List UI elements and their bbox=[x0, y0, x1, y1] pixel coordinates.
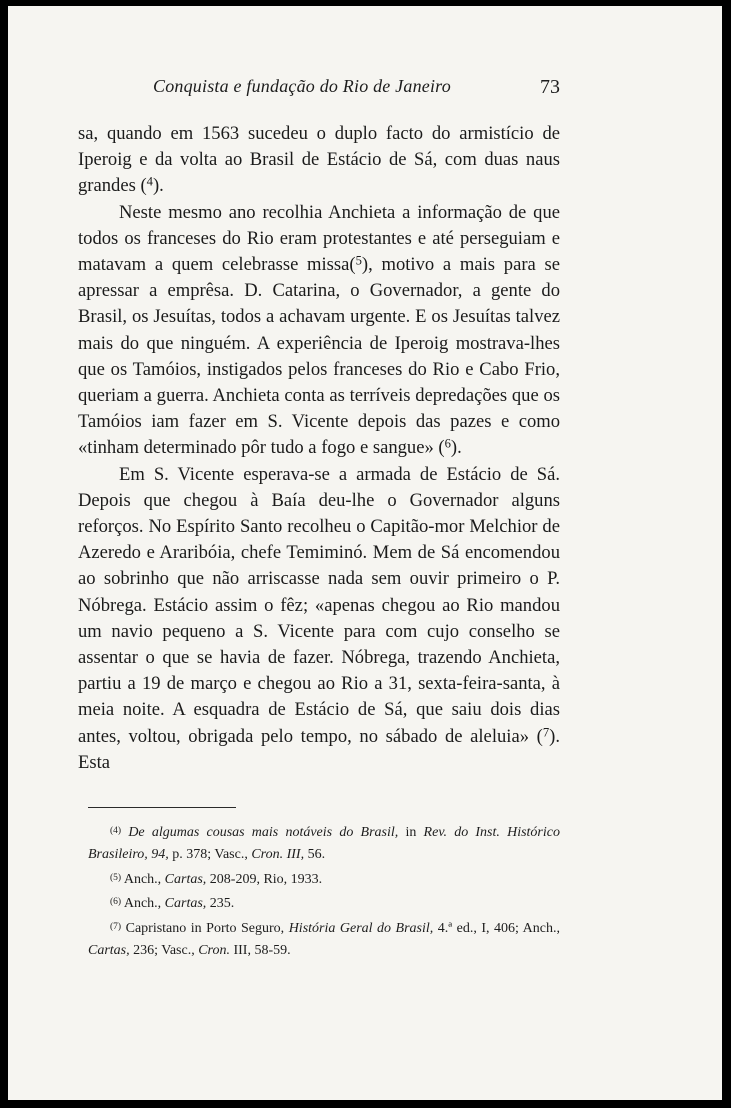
body-text bbox=[78, 121, 560, 776]
footnote-text: Anch., bbox=[121, 896, 165, 912]
footnote-4 bbox=[88, 820, 560, 867]
footnote-ref-4: 4 bbox=[146, 174, 153, 189]
footnote-italic: Cartas, bbox=[88, 942, 130, 958]
paragraph-3-text-a: Em S. Vicente esperava-se a armada de Estácio de Sá. Depois que chegou à Baía deu-lhe o Governador alguns reforços. No Espírito Santo recolheu o Capitão-mor Melchior de Azeredo e Araribóia, chefe Temiminó. Mem de Sá encomendou ao sobrinho que não arriscasse nada sem ouvir primeiro o P. Nóbrega. Estácio assim o fêz; «apenas chegou ao Rio mandou um navio pequeno a S. Vicente para com cujo conselho se assentar o que se havia de fazer. Nóbrega, trazendo Anchieta, partiu a 19 de março e chegou ao Rio a 31, sexta-feira-santa, à meia noite. A esquadra de Estácio de Sá, que saiu dois dias antes, voltou, obrigada pelo tempo, no sábado de aleluia» ( bbox=[78, 463, 560, 747]
footnote-italic: História Geral do Brasil, bbox=[288, 920, 434, 936]
footnote-7 bbox=[88, 916, 560, 963]
footnote-ref-5: 5 bbox=[355, 253, 362, 268]
footnote-text: p. 378; Vasc., bbox=[168, 847, 252, 863]
paragraph-2-text-b: ), motivo a mais para se apressar a emprêsa. D. Catarina, o Governador, a gente do Brasil, os Jesuítas, todos a achavam urgente. E os Jesuítas talvez mais do que ninguém. A experiência de Iperoig mostrava-lhes que os Tamóios, instigados pelos franceses do Rio e Cabo Frio, queriam a guerra. Anchieta conta as terríveis depredações que os Tamóios iam fazer em S. Vicente depois das pazes e como «tinham determinado pôr tudo a fogo e sangue» ( bbox=[78, 254, 560, 459]
footnotes bbox=[88, 820, 560, 962]
footnote-ref-6: 6 bbox=[444, 436, 451, 451]
footnote-5 bbox=[88, 867, 560, 891]
footnote-number: (6) bbox=[110, 897, 122, 908]
footnote-ref-7: 7 bbox=[542, 724, 550, 739]
footnote-text: III, 58-59. bbox=[229, 942, 291, 958]
footnote-italic: Cartas, bbox=[164, 871, 207, 887]
paragraph-1-text-b: ). bbox=[152, 175, 164, 197]
footnote-text: 56. bbox=[304, 847, 326, 863]
footnote-title: De algumas cousas mais notáveis do Brasil, bbox=[128, 824, 399, 840]
paragraph-2 bbox=[78, 200, 560, 462]
paper-sheet bbox=[8, 6, 722, 1100]
footnote-text: 235. bbox=[206, 896, 235, 912]
footnote-text: 4.ª ed., I, 406; Anch., bbox=[433, 920, 560, 936]
footnote-text: in bbox=[398, 824, 424, 840]
footnote-cron: Cron. III, bbox=[251, 847, 305, 863]
page-number: 73 bbox=[540, 76, 560, 98]
paragraph-2-text-a: Neste mesmo ano recolhia Anchieta a informação de que todos os franceses do Rio eram protestantes e até perseguiam e matavam a quem celebrasse missa( bbox=[78, 201, 560, 276]
paragraph-1-text-a: sa, quando em 1563 sucedeu o duplo facto do armistício de Iperoig e da volta ao Brasil de Estácio de Sá, com duas naus grandes ( bbox=[78, 123, 560, 197]
footnote-6 bbox=[88, 891, 560, 915]
footnote-italic: Cron. bbox=[198, 942, 230, 958]
footnote-number: (7) bbox=[110, 921, 122, 932]
paragraph-2-text-c: ). bbox=[450, 437, 462, 459]
paragraph-1 bbox=[78, 121, 560, 200]
footnote-text: Capristano in Porto Seguro, bbox=[121, 920, 289, 936]
footnote-text: 208-209, Rio, 1933. bbox=[206, 871, 323, 887]
footnote-text: Anch., bbox=[121, 871, 165, 887]
footnote-text: 236; Vasc., bbox=[129, 942, 199, 958]
footnote-italic: Cartas, bbox=[164, 896, 207, 912]
footnote-number: (5) bbox=[110, 872, 122, 883]
footnote-number: (4) bbox=[110, 826, 122, 836]
paragraph-3 bbox=[78, 462, 560, 776]
running-title: Conquista e fundação do Rio de Janeiro bbox=[153, 76, 451, 96]
paragraph-3-text-b: ). Esta bbox=[78, 725, 560, 773]
footnote-rule bbox=[88, 807, 236, 808]
footnote-journal: Rev. do Inst. Histórico Brasileiro, 94, bbox=[88, 824, 560, 863]
